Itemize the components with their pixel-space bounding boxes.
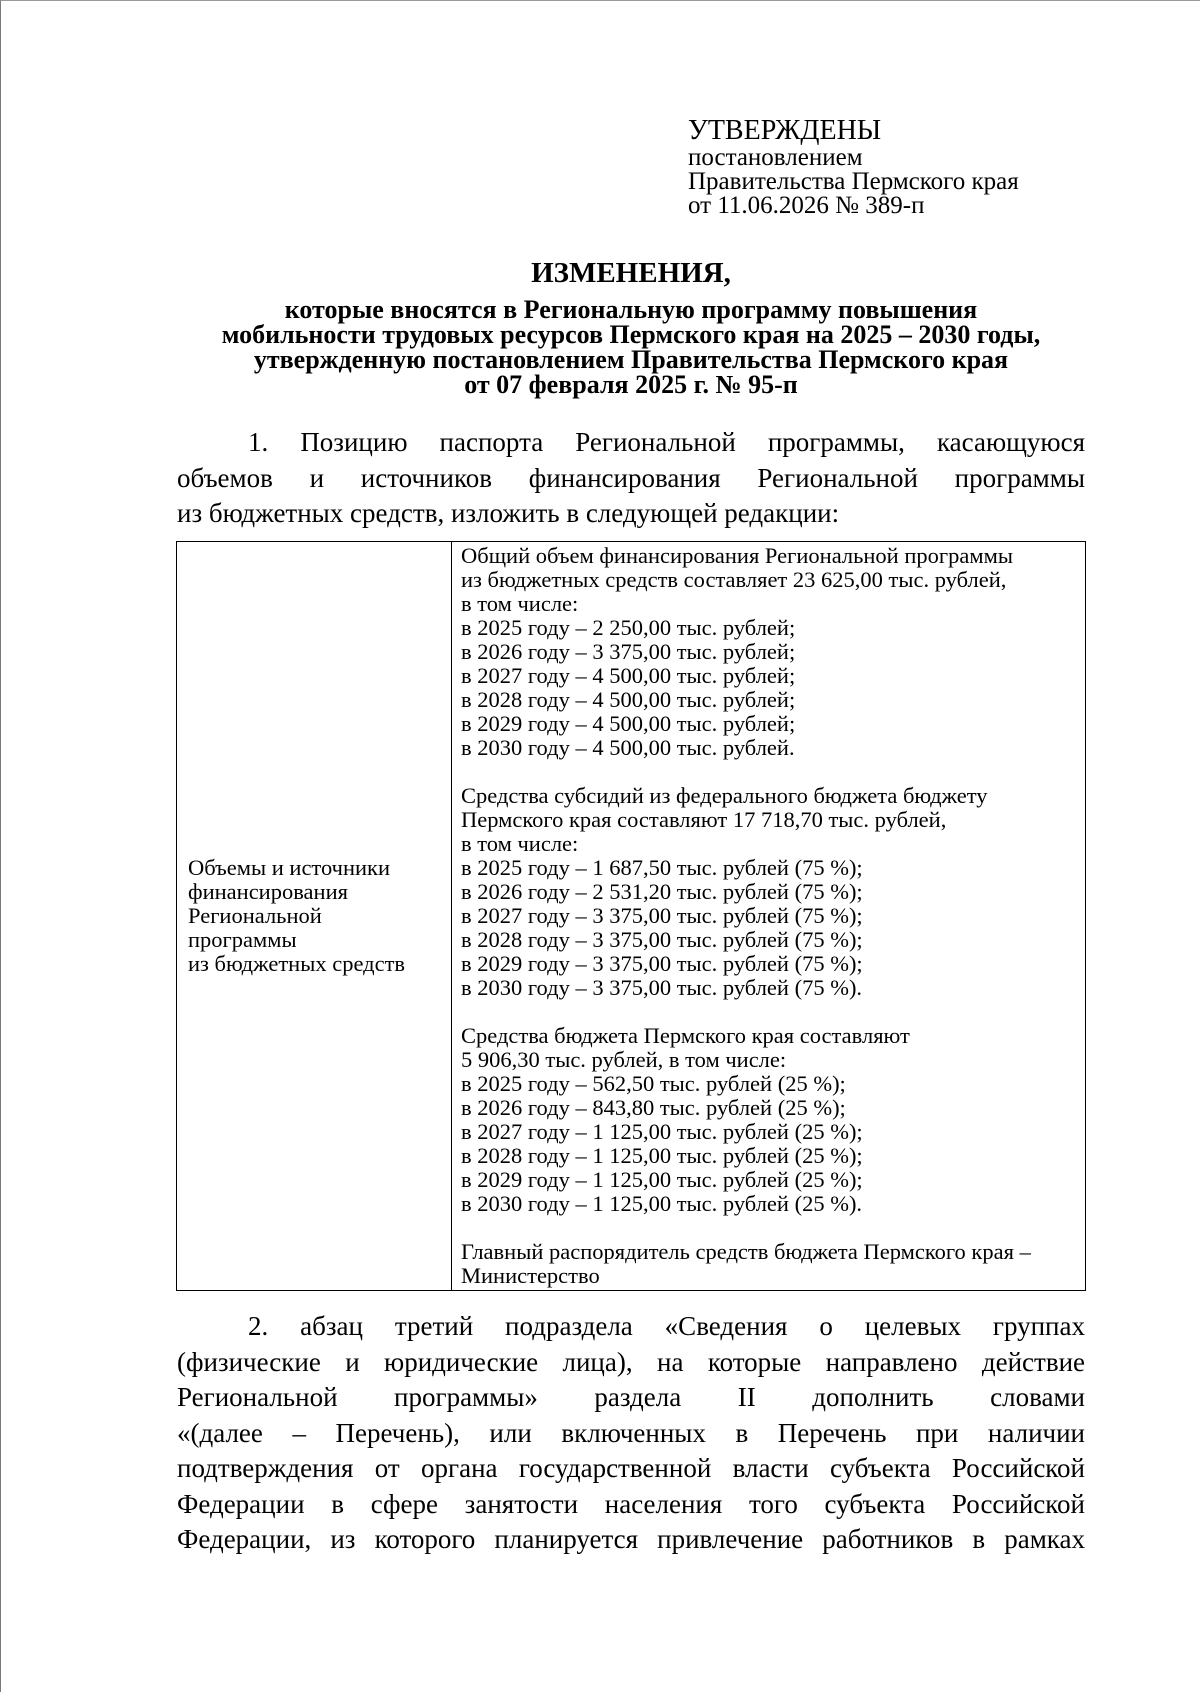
value-line: в том числе: — [461, 591, 579, 616]
value-line: в 2028 году – 3 375,00 тыс. рублей (75 %); — [461, 927, 863, 952]
value-line: из бюджетных средств составляет 23 625,00 тыс. рублей, — [461, 567, 1007, 592]
paragraph-2 — [177, 1309, 1085, 1558]
value-line: в 2028 году – 4 500,00 тыс. рублей; — [461, 687, 796, 712]
value-line: Пермского края составляют 17 718,70 тыс. рублей, — [461, 807, 947, 832]
value-line: Средства субсидий из федерального бюджета бюджету — [461, 783, 988, 808]
paragraph-line: объемов и источников финансирования Региональной программы — [177, 462, 1085, 493]
value-line: в 2029 году – 3 375,00 тыс. рублей (75 %); — [461, 951, 863, 976]
value-line: в 2027 году – 3 375,00 тыс. рублей (75 %); — [461, 903, 863, 928]
paragraph-line: (физические и юридические лица), на которые направлено действие — [177, 1346, 1085, 1377]
approval-stamp — [688, 116, 1019, 218]
federal-funds-block — [461, 784, 1079, 1000]
label-line: из бюджетных средств — [188, 951, 406, 976]
label-line: Объемы и источники — [188, 855, 391, 880]
document-subtitle — [176, 297, 1086, 397]
value-line: в 2030 году – 3 375,00 тыс. рублей (75 %). — [461, 975, 863, 1000]
value-line: в 2027 году – 1 125,00 тыс. рублей (25 %); — [461, 1119, 863, 1144]
value-line: в том числе: — [461, 831, 579, 856]
regional-funds-block — [461, 1024, 1079, 1216]
value-line: Главный распорядитель средств бюджета Пермского края – — [461, 1239, 1031, 1264]
document-title: ИЗМЕНЕНИЯ, — [531, 257, 731, 289]
value-line: в 2028 году – 1 125,00 тыс. рублей (25 %); — [461, 1143, 863, 1168]
value-line: в 2026 году – 3 375,00 тыс. рублей; — [461, 639, 796, 664]
table-label-cell — [177, 542, 452, 1291]
value-line: в 2027 году – 4 500,00 тыс. рублей; — [461, 663, 796, 688]
label-line: Региональной — [188, 903, 322, 928]
subtitle-line: от 07 февраля 2025 г. № 95-п — [464, 370, 798, 399]
paragraph-line: 2. абзац третий подраздела «Сведения о целевых группах — [248, 1311, 1085, 1341]
value-line: в 2030 году – 1 125,00 тыс. рублей (25 %). — [461, 1191, 863, 1216]
subtitle-line: утвержденную постановлением Правительства Пермского края — [253, 345, 1009, 374]
paragraph-line: подтверждения от органа государственной власти субъекта Российской — [177, 1453, 1085, 1483]
value-line: 5 906,30 тыс. рублей, в том числе: — [461, 1047, 787, 1072]
subtitle-line: мобильности трудовых ресурсов Пермского края на 2025 – 2030 годы, — [221, 320, 1041, 349]
value-line: Общий объем финансирования Региональной программы — [461, 543, 1013, 568]
value-line: в 2025 году – 562,50 тыс. рублей (25 %); — [461, 1071, 846, 1096]
table-value-cell — [452, 542, 1086, 1291]
paragraph-line: Федерации в сфере занятости населения того субъекта Российской — [177, 1488, 1085, 1519]
chief-administrator-block — [461, 1240, 1079, 1288]
value-line: в 2029 году – 4 500,00 тыс. рублей; — [461, 711, 796, 736]
paragraph-line: из бюджетных средств, изложить в следующей редакции: — [177, 498, 840, 528]
paragraph-1 — [177, 425, 1085, 532]
subtitle-line: которые вносятся в Региональную программу повышения — [284, 295, 978, 324]
paragraph-line: 1. Позицию паспорта Региональной программы, касающуюся — [248, 427, 1085, 457]
value-line: в 2025 году – 2 250,00 тыс. рублей; — [461, 615, 796, 640]
paragraph-line: «(далее – Перечень), или включенных в Перечень при наличии — [177, 1417, 1085, 1448]
label-line: финансирования — [188, 879, 348, 904]
value-line: в 2025 году – 1 687,50 тыс. рублей (75 %); — [461, 855, 863, 880]
approval-line: Правительства Пермского края — [688, 168, 1019, 195]
value-line: в 2029 году – 1 125,00 тыс. рублей (25 %); — [461, 1167, 863, 1192]
total-financing-block — [461, 544, 1079, 760]
approval-line: от 11.06.2026 № 389-п — [688, 192, 925, 219]
value-line: Министерство — [461, 1263, 600, 1288]
financing-table — [176, 541, 1086, 1291]
paragraph-line: Федерации, из которого планируется привлечение работников в рамках — [177, 1524, 1085, 1554]
paragraph-line: Региональной программы» раздела II дополнить словами — [177, 1382, 1085, 1412]
value-line: Средства бюджета Пермского края составляют — [461, 1023, 910, 1048]
approval-title: УТВЕРЖДЕНЫ — [688, 115, 882, 146]
value-line: в 2030 году – 4 500,00 тыс. рублей. — [461, 735, 795, 760]
approval-line: постановлением — [688, 144, 863, 171]
value-line: в 2026 году – 843,80 тыс. рублей (25 %); — [461, 1095, 846, 1120]
value-line: в 2026 году – 2 531,20 тыс. рублей (75 %); — [461, 879, 863, 904]
table-row — [177, 542, 1086, 1291]
label-line: программы — [188, 927, 297, 952]
